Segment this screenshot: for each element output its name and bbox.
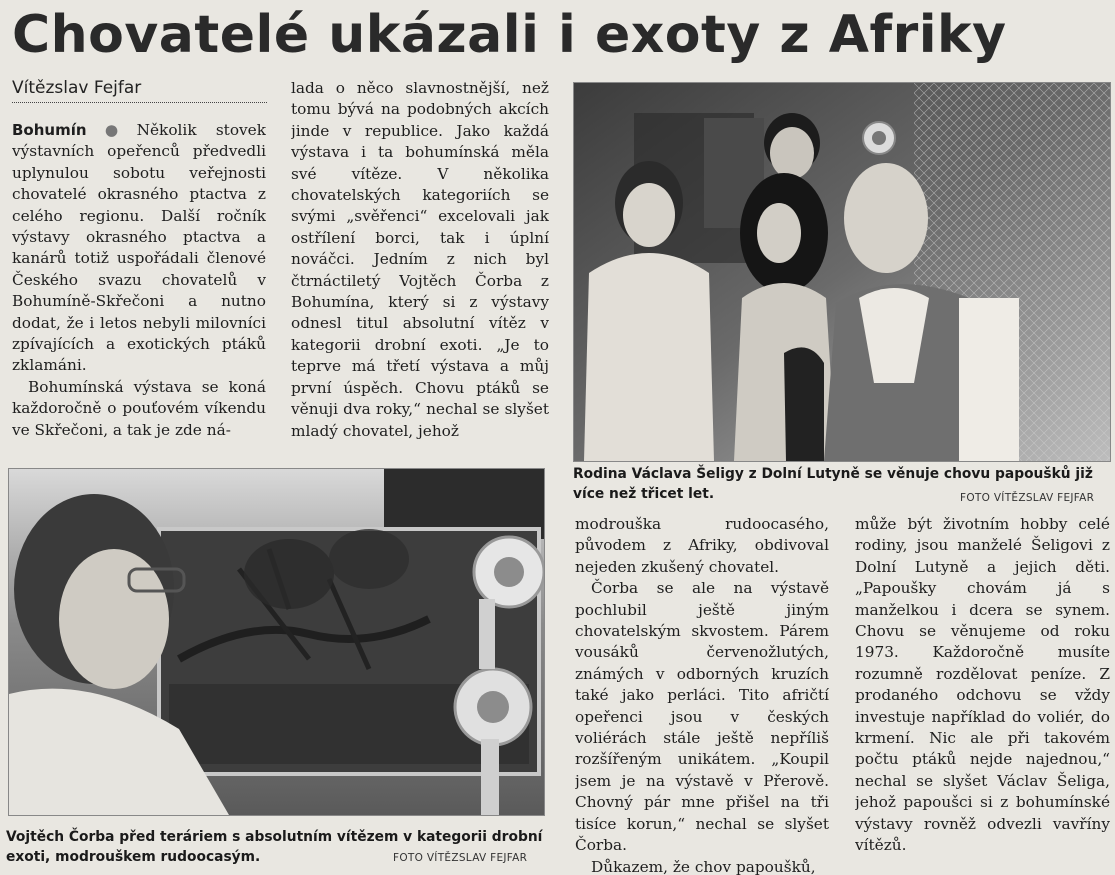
terrarium-photo bbox=[8, 468, 545, 816]
paragraph-text: Několik stovek výstavních opeřenců předvedli uplynulou sobotu veřejnosti chovatelé okrasného ptactva z celého regionu. Další ročník výstavy okrasného ptactva a kanárů totiž uspořádali členové Českého svazu chovatelů v Bohumíně-Skřečoni a nutno dodat, že i letos nebyli milovníci zpívajících a exotických ptáků zklamáni. bbox=[12, 121, 266, 375]
byline: Vítězslav Fejfar bbox=[12, 76, 267, 103]
article-column-3 bbox=[575, 514, 829, 875]
paragraph: Bohumínská výstava se koná každoročně o pouťovém víkendu ve Skřečoni, a tak je zde ná- bbox=[12, 377, 266, 439]
dateline: Bohumín bbox=[12, 121, 87, 139]
article-column-2 bbox=[291, 78, 549, 466]
paragraph bbox=[12, 120, 266, 377]
bullet-separator: ● bbox=[90, 121, 133, 139]
family-photo-caption: Rodina Václava Šeligy z Dolní Lutyně se věnuje chovu papoušků již více než třicet let. bbox=[573, 466, 1093, 502]
paragraph: modrouška rudoocasého, původem z Afriky, obdivoval nejeden zkušený chovatel. bbox=[575, 515, 829, 576]
article-column-1 bbox=[12, 120, 266, 466]
paragraph: Důkazem, že chov papoušků, bbox=[591, 857, 816, 875]
headline: Chovatelé ukázali i exoty z Afriky bbox=[12, 5, 1007, 65]
article-column-4 bbox=[855, 514, 1110, 875]
family-photo-credit: FOTO VÍTĚZSLAV FEJFAR bbox=[960, 492, 1095, 504]
family-photo bbox=[573, 82, 1111, 462]
paragraph: může být životním hobby celé rodiny, jsou manželé Šeligovi z Dolní Lutyně a jejich děti. „Papoušky chovám já s manželkou i dcera se synem. Chovu se věnujeme od roku 1973. Každoročně musíte rozumně rozdělovat peníze. Z prodaného odchovu se vždy investuje například do voliér, do krmení. Nic ale při takovém počtu ptáků nejde najednou,“ nechal se slyšet Václav Šeliga, jehož papoušci si z bohumínské výstavy rovněž odvezli vavříny vítězů. bbox=[855, 515, 1110, 855]
terrarium-photo-caption: Vojtěch Čorba před teráriem s absolutním vítězem v kategorii drobní exoti, modrouškem rudoocasým. bbox=[6, 829, 543, 865]
paragraph: lada o něco slavnostnější, než tomu bývá na podobných akcích jinde v republice. Jako každá výstava i ta bohumínská měla své vítěze. V několika chovatelských kategoriích se svými „svěřenci“ excelovali jak ostřílení borci, tak i úplní nováčci. Jedním z nich byl čtrnáctiletý Vojtěch Čorba z Bohumína, který si z výstavy odnesl titul absolutní vítěz v kategorii drobní exoti. „Je to teprve má třetí výstava a můj první úspěch. Chovu ptáků se věnuji dva roky,“ nechal se slyšet mladý chovatel, jehož bbox=[291, 79, 549, 440]
terrarium-photo-credit: FOTO VÍTĚZSLAV FEJFAR bbox=[393, 852, 528, 864]
paragraph: Čorba se ale na výstavě pochlubil ještě jiným chovatelským skvostem. Párem vousáků červenožlutých, známých v odborných kruzích také jako perláci. Tito afričtí opeřenci jsou v českých voliérách stále ještě nepříliš rozšířeným unikátem. „Koupil jsem je na výstavě v Přerově. Chovný pár mne přišel na tři tisíce korun,“ nechal se slyšet Čorba. bbox=[575, 579, 829, 855]
